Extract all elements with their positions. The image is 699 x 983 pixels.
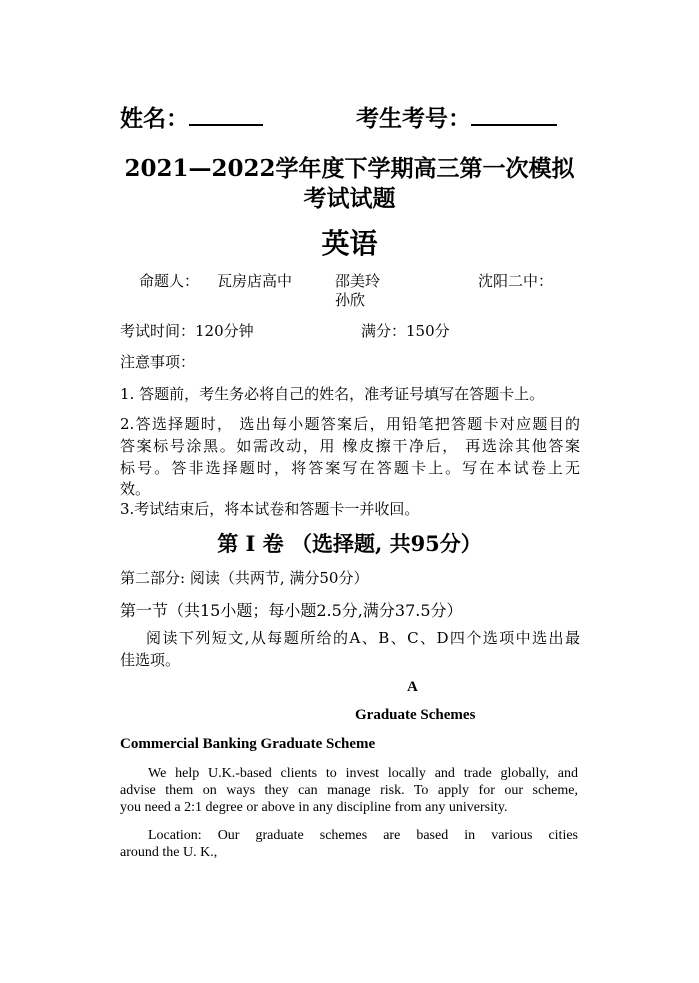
note-item-1: 1. 答题前，考生务必将自己的姓名，准考证号填写在答题卡上。	[120, 385, 545, 403]
instruction-line: 阅读下列短文,从每题所给的A、B、C、D四个选项中选出最	[146, 629, 580, 647]
passage-title: Graduate Schemes	[355, 707, 476, 723]
exam-number-label-text: 考生考号：	[356, 105, 471, 132]
exam-title-line2: 考试试题	[303, 185, 396, 212]
scheme-title: Commercial Banking Graduate Scheme	[120, 736, 376, 752]
subject-title: 英语	[321, 227, 378, 260]
name-label-text: 姓名：	[120, 105, 189, 132]
passage-paragraph-2	[120, 827, 578, 861]
passage-letter: A	[407, 679, 418, 695]
note-item-2-line: 效。	[120, 480, 151, 498]
note-item-2-line: 答案标号涂黑。如需改动，用 橡皮擦干净后， 再选涂其他答案	[120, 437, 580, 455]
authors-label: 命题人：	[139, 272, 200, 290]
exam-number-blank[interactable]	[471, 102, 557, 126]
part-title: 第二部分: 阅读（共两节, 满分50分）	[120, 569, 369, 587]
author-school-2: 沈阳二中：	[478, 272, 554, 290]
author-teacher-2: 孙欣	[335, 291, 366, 309]
name-label	[120, 100, 263, 133]
name-blank[interactable]	[189, 102, 263, 126]
passage-paragraph-1	[120, 765, 578, 816]
exam-title-line1: 2021—2022学年度下学期高三第一次模拟	[124, 155, 575, 182]
paragraph-line: Location: Our graduate schemes are based in various cities	[148, 828, 578, 843]
author-teacher-1: 邵美玲	[335, 272, 381, 290]
paragraph-line: around the U. K.,	[120, 845, 218, 860]
author-school-1: 瓦房店高中	[217, 272, 293, 290]
volume-title: 第 I 卷 （选择题, 共95分）	[217, 531, 482, 556]
section-instruction	[120, 627, 580, 671]
exam-number-label	[356, 100, 557, 133]
section-subtitle: 第一节（共15小题；每小题2.5分,满分37.5分）	[120, 601, 463, 620]
paragraph-line: We help U.K.-based clients to invest locally and trade globally, and	[148, 766, 578, 781]
note-item-2	[120, 413, 580, 499]
note-item-2-line: 2.答选择题时， 选出每小题答案后，用铅笔把答题卡对应题目的	[120, 415, 580, 433]
exam-full-score: 满分：150分	[361, 322, 450, 340]
instruction-line: 佳选项。	[120, 651, 181, 669]
paragraph-line: advise them on ways they can manage risk. To apply for our scheme,	[120, 783, 578, 798]
note-item-2-line: 标号。答非选择题时，将答案写在答题卡上。写在本试卷上无	[120, 459, 580, 477]
notes-heading: 注意事项：	[120, 353, 196, 371]
exam-time: 考试时间：120分钟	[120, 322, 254, 340]
paragraph-line: you need a 2:1 degree or above in any discipline from any university.	[120, 800, 508, 815]
note-item-3: 3.考试结束后，将本试卷和答题卡一并收回。	[120, 500, 420, 518]
